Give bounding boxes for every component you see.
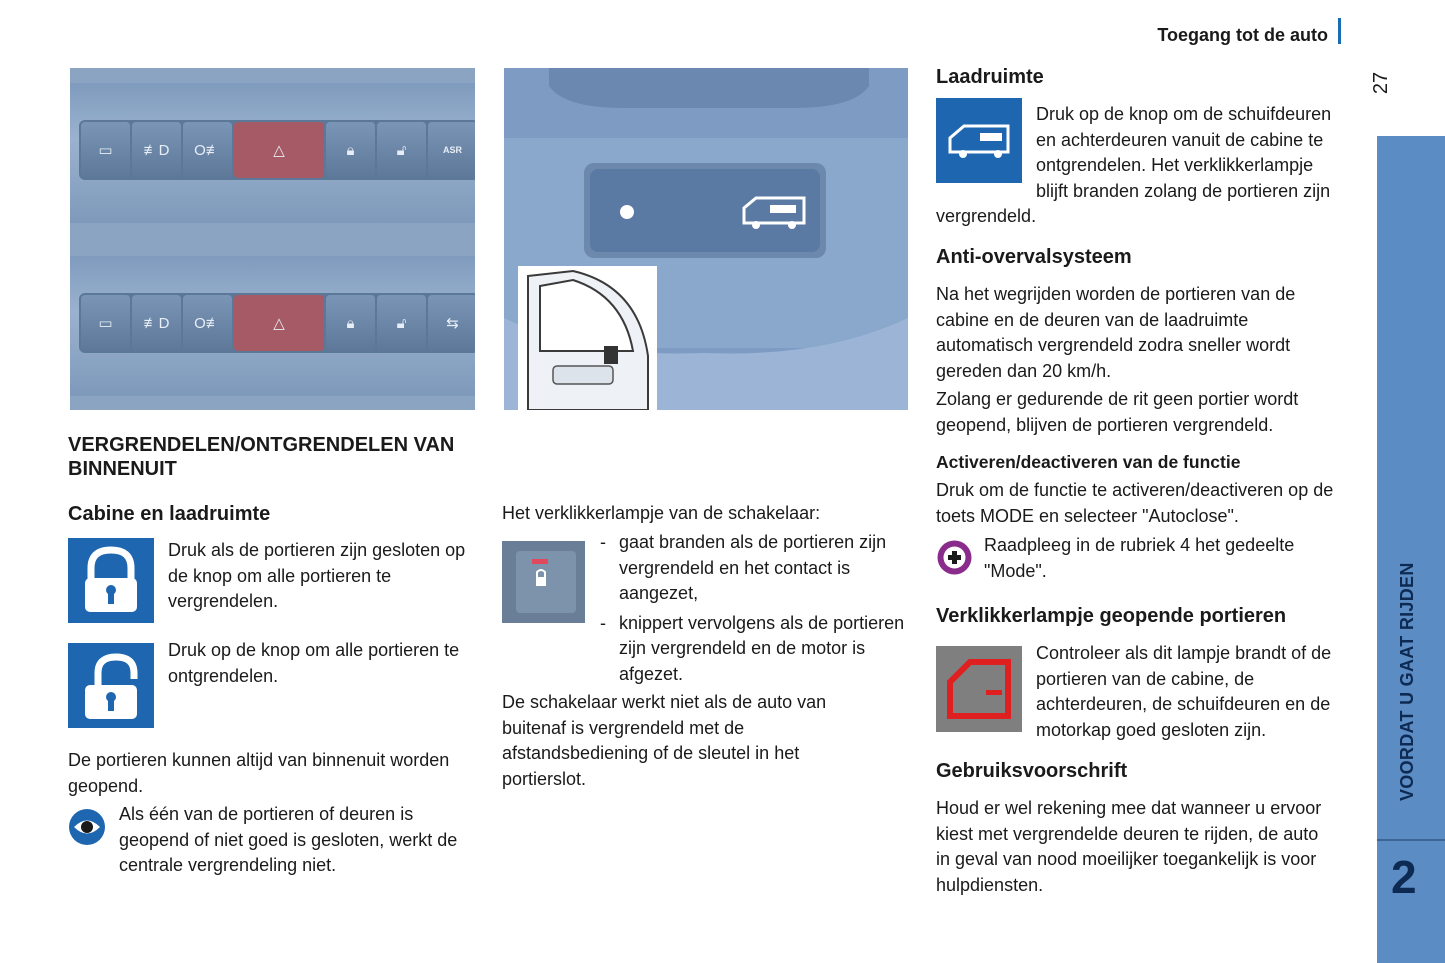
indicator-switch-icon <box>502 541 585 623</box>
page-number: 27 <box>1370 71 1392 95</box>
rear-fog-light-icon: O≢ <box>183 122 232 178</box>
chapter-side-tab <box>1377 136 1445 963</box>
switch-panel-lower <box>70 256 475 396</box>
rear-defrost-icon: ▭ <box>81 122 130 178</box>
rear-fog-light-icon: O≢ <box>183 295 232 351</box>
front-fog-light-icon: ≢D <box>132 122 181 178</box>
indicator-bullet-list <box>600 530 910 687</box>
open-door-warning-icon <box>936 646 1022 732</box>
cabin-heading: Cabine en laadruimte <box>68 503 271 525</box>
hazard-warning-icon: △ <box>234 122 324 178</box>
cargo-unlock-switch-icon: ⇆ <box>428 295 475 351</box>
switch-limitation-text: De schakelaar werkt niet als de auto van buitenaf is vergrendeld met de afstandsbediening of de sleutel in het portierslot. <box>502 692 827 789</box>
switch-panel-illustration <box>70 68 475 410</box>
unlock-icon <box>68 643 154 728</box>
header-rule <box>1338 18 1341 44</box>
usage-heading: Gebruiksvoorschrift <box>936 760 1128 782</box>
anti-theft-text-1: Na het wegrijden worden de portieren van de cabine en de deuren van de laadruimte automatisch vergrendeld zodra sneller wordt gereden dan 20 km/h. <box>936 284 1296 381</box>
central-locking-note: Als één van de portieren of deuren is geopend of niet goed is gesloten, werkt de centrale vergrendeling niet. <box>119 804 458 875</box>
page-header-title: Toegang tot de auto <box>1157 25 1328 45</box>
anti-theft-text-2: Zolang er gedurende de rit geen portier wordt geopend, blijven de portieren vergrendeld. <box>936 389 1299 435</box>
indicator-intro: Het verklikkerlampje van de schakelaar: <box>502 503 821 523</box>
cargo-heading: Laadruimte <box>936 66 1044 88</box>
rear-defrost-icon: ▭ <box>81 295 130 351</box>
always-open-text: De portieren kunnen altijd van binnenuit worden geopend. <box>68 750 450 796</box>
plus-note-icon <box>936 539 973 576</box>
mode-reference-note: Raadpleeg in de rubriek 4 het gedeelte "Mode". <box>984 535 1295 581</box>
chapter-label: VOORDAT U GAAT RIJDEN <box>1397 562 1417 801</box>
lock-switch-icon: 🔒︎ <box>326 122 375 178</box>
door-inset-illustration <box>518 266 657 410</box>
chapter-number: 2 <box>1391 851 1417 903</box>
activate-heading: Activeren/deactiveren van de functie <box>936 452 1241 472</box>
anti-theft-heading: Anti-overvalsysteem <box>936 246 1132 268</box>
door-warning-text: Controleer als dit lampje brandt of de portieren van de cabine, de achterdeuren, de schuifdeuren en de motorkap goed gesloten zijn. <box>1036 643 1332 740</box>
front-fog-light-icon: ≢D <box>132 295 181 351</box>
usage-text: Houd er wel rekening mee dat wanneer u ervoor kiest met vergrendelde deuren te rijden, de auto in geval van nood moeilijker toegankelijk is voor hulpdiensten. <box>936 798 1322 895</box>
activate-text: Druk om de functie te activeren/deactiveren op de toets MODE en selecteer "Autoclose". <box>936 480 1334 526</box>
console-illustration <box>504 68 908 410</box>
cargo-text: Druk op de knop om de schuifdeuren en achterdeuren vanuit de cabine te ontgrendelen. Het verklikkerlampje blijft branden zolang de portieren zijn vergrendeld. <box>936 104 1332 226</box>
list-item: - gaat branden als de portieren zijn vergrendeld en het contact is aangezet, <box>600 532 887 603</box>
list-item: - knippert vervolgens als de portieren zijn vergrendeld en de motor is afgezet. <box>600 612 905 684</box>
lock-switch-icon: 🔒︎ <box>326 295 375 351</box>
lock-instruction: Druk als de portieren zijn gesloten op de knop om alle portieren te vergrendelen. <box>168 540 466 611</box>
eye-note-icon <box>68 808 106 846</box>
door-drawing <box>518 266 657 410</box>
switch-row-upper <box>79 120 475 180</box>
lock-icon <box>68 538 154 623</box>
chapter-divider <box>1377 839 1445 841</box>
unlock-switch-icon: 🔓︎ <box>377 122 426 178</box>
asr-switch: ASR <box>428 122 475 178</box>
unlock-instruction: Druk op de knop om alle portieren te ontgrendelen. <box>168 640 460 686</box>
section-title: VERGRENDELEN/ONTGRENDELEN VAN BINNENUIT <box>68 434 455 480</box>
door-warning-heading: Verklikkerlampje geopende portieren <box>936 605 1287 627</box>
switch-panel-upper <box>70 83 475 223</box>
switch-row-lower <box>79 293 475 353</box>
unlock-switch-icon: 🔓︎ <box>377 295 426 351</box>
hazard-warning-icon: △ <box>234 295 324 351</box>
